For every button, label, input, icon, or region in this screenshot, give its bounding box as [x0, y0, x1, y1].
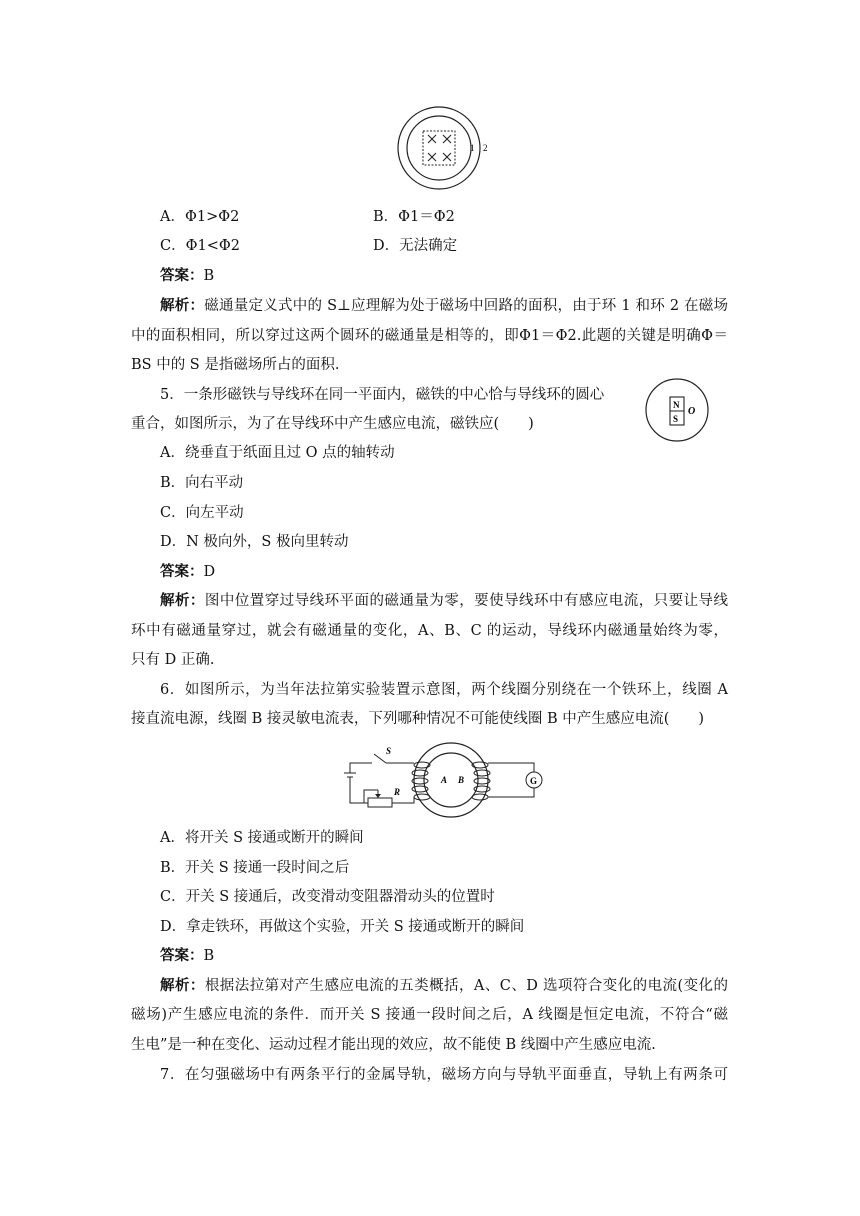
- q4-analysis-line-3: BS 中的 S 是指磁场所占的面积.: [131, 357, 340, 373]
- q6-option-c: C．开关 S 接通后，改变滑动变阻器滑动头的位置时: [160, 889, 495, 905]
- q5-option-a: A．绕垂直于纸面且过 O 点的轴转动: [160, 445, 395, 461]
- q6-stem-line-1: 6．如图所示，为当年法拉第实验装置示意图，两个线圈分别绕在一个铁环上，线圈 A: [160, 682, 728, 698]
- galvanometer-g-label: G: [530, 776, 538, 786]
- answer-value: B: [203, 268, 215, 284]
- answer-value: B: [203, 948, 215, 964]
- q6-stem-line-2: 接直流电源，线圈 B 接灵敏电流表，下列哪种情况不可能使线圈 B 中产生感应电流( ): [131, 711, 705, 727]
- coil-a-label: A: [441, 775, 448, 785]
- answer-label: 答案：: [160, 267, 204, 284]
- q6-answer: [160, 946, 214, 966]
- q5-analysis-line-3: 只有 D 正确.: [131, 652, 215, 668]
- rheostat-r-label: R: [394, 787, 401, 797]
- q5-option-d: D．N 极向外，S 极向里转动: [160, 534, 349, 550]
- ring-figure: [395, 103, 495, 193]
- q4-option-b: B．Φ1＝Φ2: [373, 209, 455, 225]
- q4-analysis-line-1: [160, 296, 728, 316]
- q4-option-c: C．Φ1<Φ2: [160, 238, 240, 254]
- switch-s-label: S: [386, 746, 392, 756]
- q5-stem-line-2: 重合，如图所示，为了在导线环中产生感应电流，磁铁应( ): [131, 416, 534, 432]
- faraday-apparatus-figure: [338, 740, 548, 820]
- answer-label: 答案：: [160, 947, 204, 964]
- analysis-label: 解析：: [160, 592, 205, 609]
- answer-value: D: [203, 564, 216, 580]
- q6-analysis-line-3: 生电”是一种在变化、运动过程才能出现的效应，故不能使 B 线圈中产生感应电流.: [131, 1037, 656, 1053]
- q5-option-b: B．向右平动: [160, 475, 244, 491]
- q5-analysis-line-2: 环中有磁通量穿过，就会有磁通量的变化，A、B、C 的运动，导线环内磁通量始终为零，: [131, 623, 728, 639]
- q6-analysis-line-1: [160, 976, 728, 996]
- q5-stem-line-1: 5．一条形磁铁与导线环在同一平面内，磁铁的中心恰与导线环的圆心: [160, 387, 605, 403]
- q6-option-d: D．拿走铁环，再做这个实验，开关 S 接通或断开的瞬间: [160, 919, 525, 935]
- center-o-label: O: [688, 406, 696, 417]
- q4-option-d: D．无法确定: [373, 238, 458, 254]
- magnet-n-label: N: [673, 400, 680, 410]
- q5-answer: [160, 562, 215, 582]
- q6-option-a: A．将开关 S 接通或断开的瞬间: [160, 830, 364, 846]
- magnet-ring-figure: [640, 376, 716, 444]
- analysis-label: 解析：: [160, 297, 205, 314]
- q6-option-b: B．开关 S 接通一段时间之后: [160, 860, 350, 876]
- ring-label-2: 2: [483, 143, 488, 153]
- q5-option-c: C．向左平动: [160, 505, 244, 521]
- answer-label: 答案：: [160, 563, 204, 580]
- q4-analysis-line-2: 中的面积相同，所以穿过这两个圆环的磁通量是相等的，即Φ1＝Φ2.此题的关键是明确Φ＝: [131, 328, 728, 344]
- analysis-text: 根据法拉第对产生感应电流的五类概括，A、C、D 选项符合变化的电流(变化的: [204, 978, 729, 994]
- q6-analysis-line-2: 磁场)产生感应电流的条件．而开关 S 接通一段时间之后，A 线圈是恒定电流，不符合“磁: [131, 1007, 728, 1023]
- q7-stem-line-1: 7．在匀强磁场中有两条平行的金属导轨，磁场方向与导轨平面垂直，导轨上有两条可: [160, 1067, 728, 1083]
- q5-analysis-line-1: [160, 591, 728, 611]
- analysis-text: 磁通量定义式中的 S⊥应理解为处于磁场中回路的面积，由于环 1 和环 2 在磁场: [204, 298, 728, 314]
- analysis-label: 解析：: [160, 977, 205, 994]
- magnet-s-label: S: [673, 414, 679, 424]
- q4-answer: [160, 266, 214, 286]
- q4-option-a: A．Φ1>Φ2: [160, 209, 240, 225]
- analysis-text: 图中位置穿过导线环平面的磁通量为零，要使导线环中有感应电流，只要让导线: [204, 593, 729, 609]
- coil-b-label: B: [458, 775, 465, 785]
- ring-label-1: 1: [470, 143, 475, 153]
